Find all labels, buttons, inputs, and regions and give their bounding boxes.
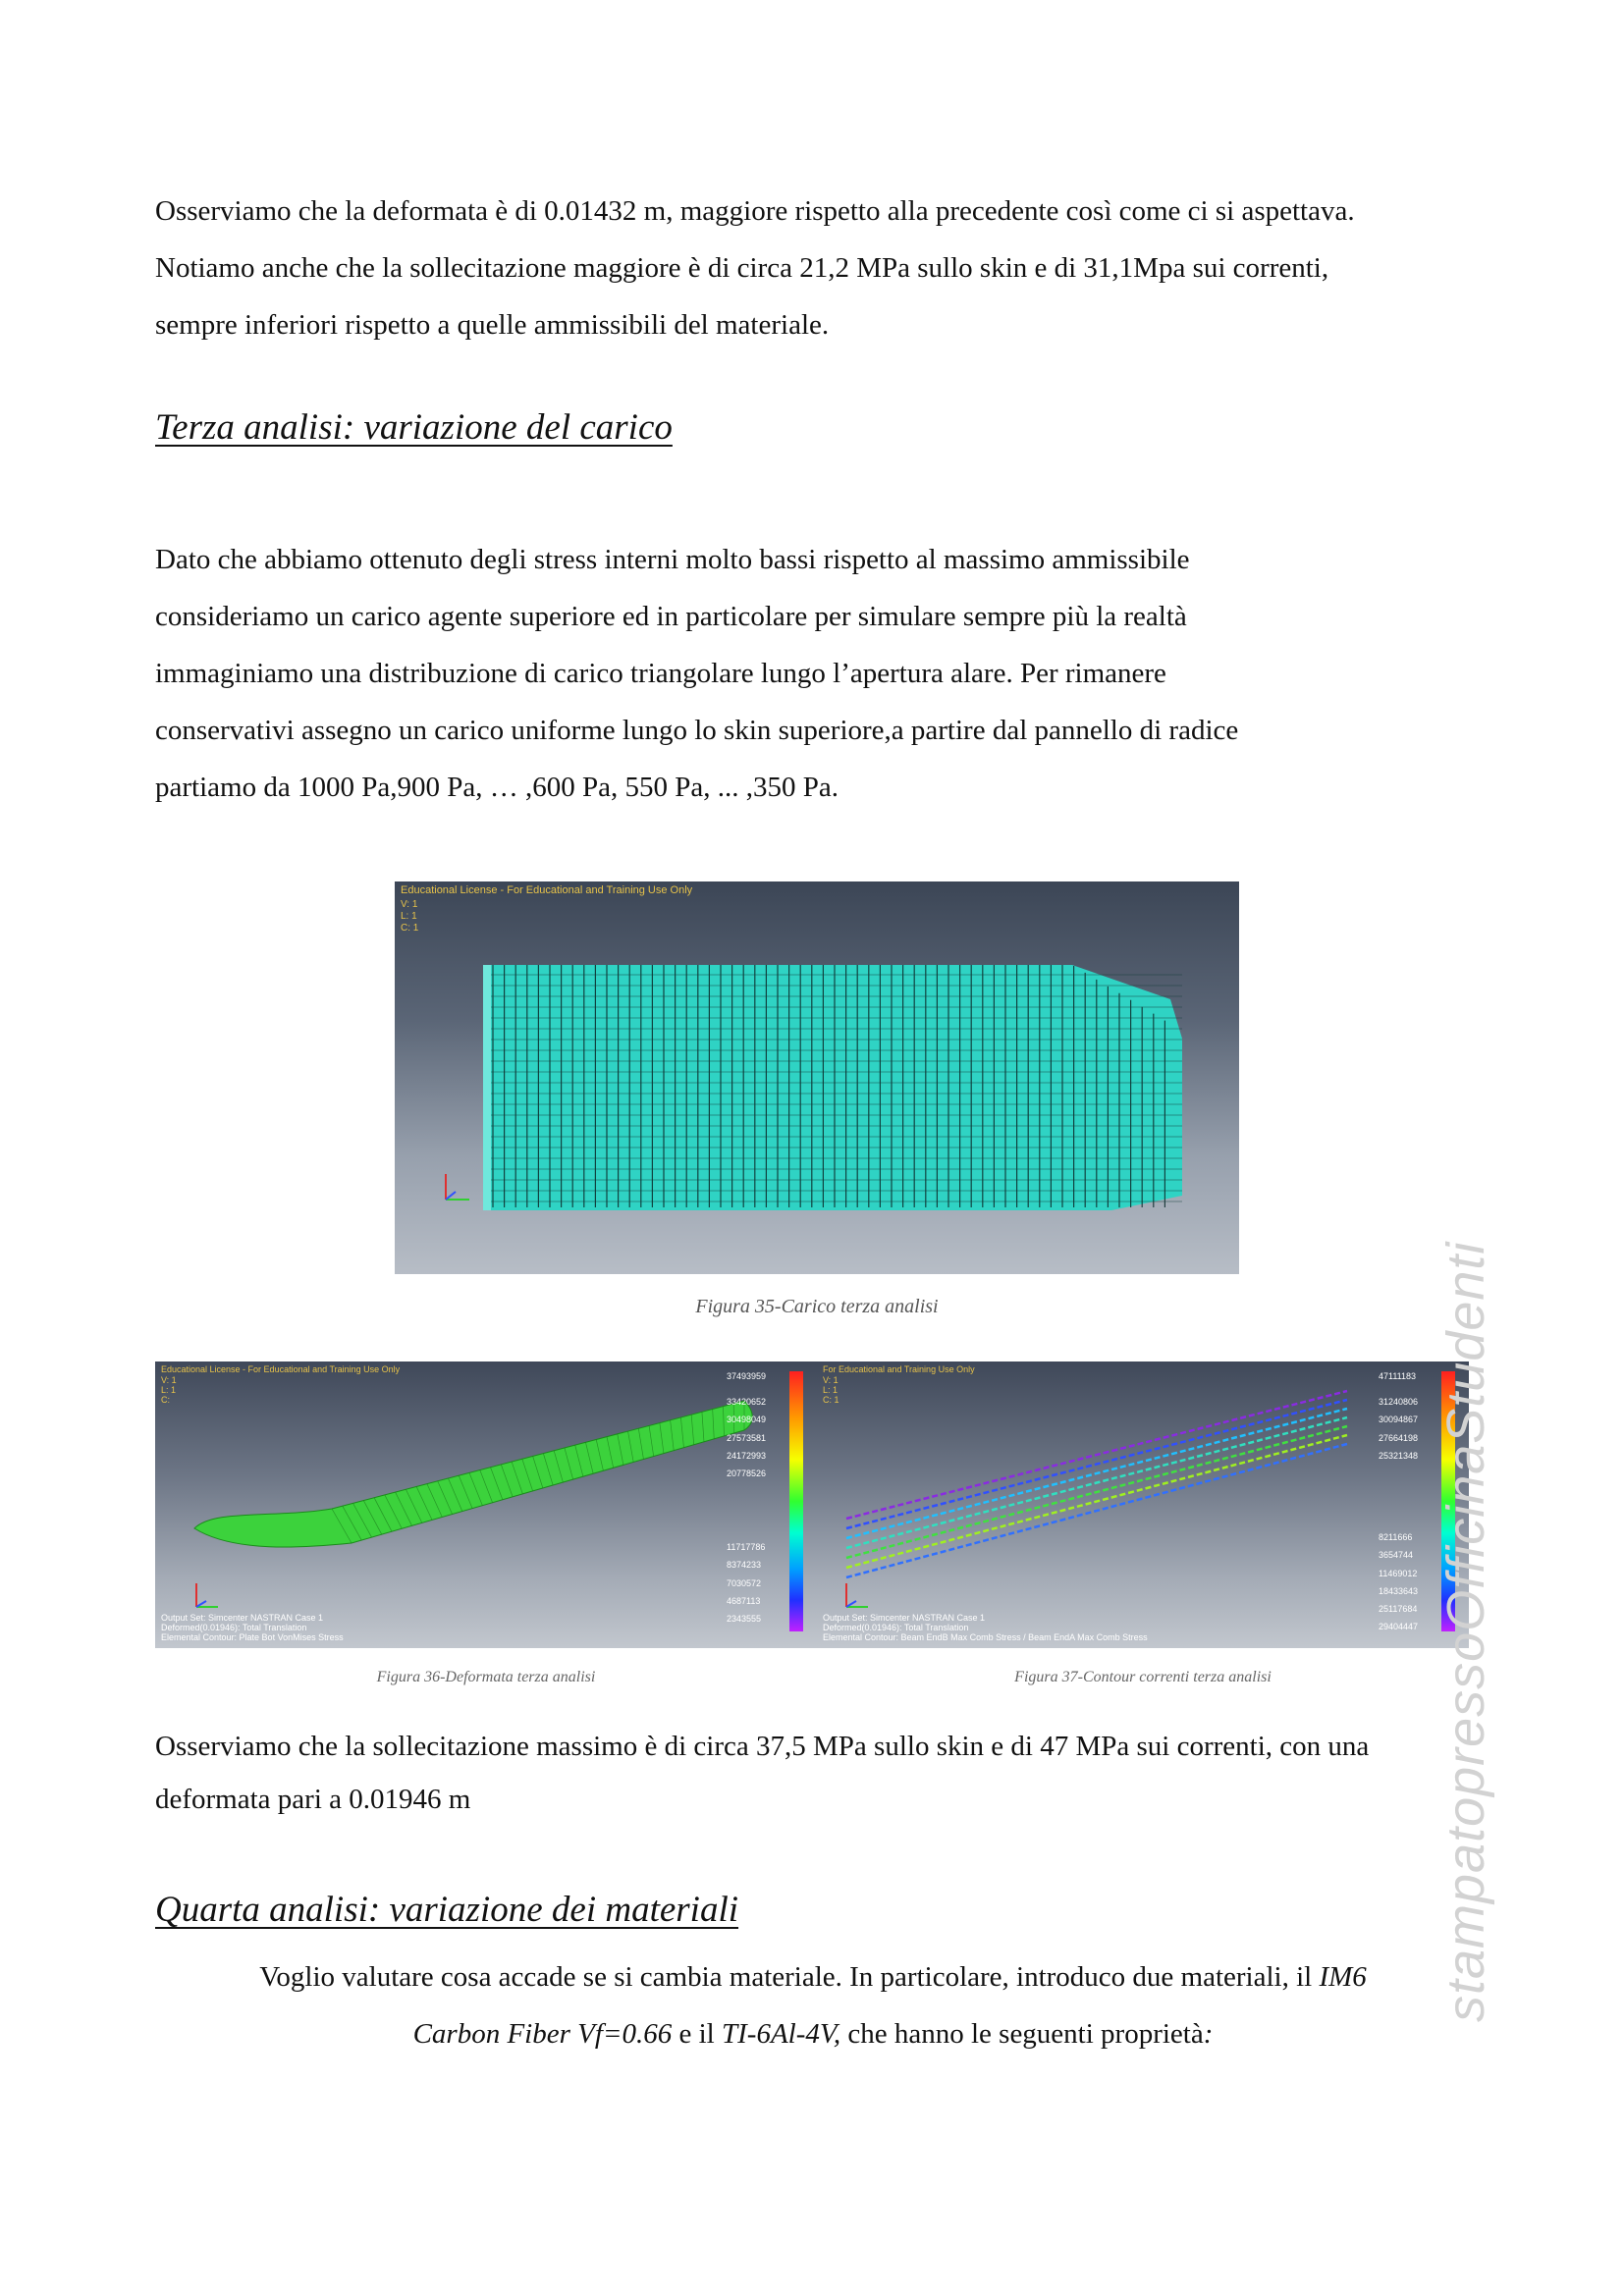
text-span: e il (672, 2018, 722, 2050)
scale-value: 25321348 (1379, 1450, 1419, 1461)
paragraph-materials (155, 1949, 1471, 2062)
footer-line: Elemental Contour: Plate Bot VonMises Stress (161, 1632, 344, 1642)
license-banner: Educational License - For Educational and Training Use Only (161, 1364, 401, 1374)
color-scale-labels (1379, 1371, 1435, 1631)
output-set-info (823, 1613, 1148, 1642)
wing-load-mesh (483, 940, 1182, 1235)
scale-value: 27664198 (1379, 1432, 1419, 1443)
material-name: IM6 (1319, 1961, 1367, 1993)
text-line: Osserviamo che la sollecitazione massimo è di circa 37,5 MPa sullo skin e di 47 MPa sui correnti, con una (155, 1731, 1370, 1762)
axis-triad-icon (839, 1575, 878, 1615)
scale-value: 37493959 (727, 1371, 767, 1381)
view-labels (161, 1375, 177, 1405)
scale-value: 4687113 (727, 1595, 761, 1606)
scale-value: 27573581 (727, 1432, 767, 1443)
scale-value: 33420652 (727, 1397, 767, 1408)
text-line: partiamo da 1000 Pa,900 Pa, … ,600 Pa, 550 Pa, ... ,350 Pa. (155, 772, 839, 803)
view-label: L: 1 (823, 1385, 839, 1395)
watermark: stampatopressoOfficinaStudenti (1436, 1241, 1495, 2022)
text-line (155, 2005, 1471, 2062)
view-label: V: 1 (823, 1375, 839, 1385)
scale-value: 18433643 (1379, 1585, 1419, 1596)
figure-load-mesh-screenshot (395, 881, 1239, 1274)
license-banner: For Educational and Training Use Only (823, 1364, 975, 1374)
text-span: Voglio valutare cosa accade se si cambia materiale. In particolare, introduco due materiali, il (259, 1961, 1320, 1993)
text-span: : (1203, 2018, 1214, 2050)
text-line: Osserviamo che la deformata è di 0.01432 m, maggiore rispetto alla precedente così come ci si aspettava. (155, 195, 1355, 227)
view-labels (401, 899, 418, 934)
footer-line: Output Set: Simcenter NASTRAN Case 1 (161, 1613, 324, 1623)
footer-line: Deformed(0.01946): Total Translation (823, 1623, 969, 1632)
material-name: Carbon Fiber Vf=0.66 (412, 2018, 673, 2050)
text-line (155, 1949, 1471, 2005)
text-line: deformata pari a 0.01946 m (155, 1784, 471, 1815)
section-heading-quarta-analisi: Quarta analisi: variazione dei materiali (155, 1890, 739, 1930)
figure-36-caption: Figura 36-Deformata terza analisi (376, 1669, 596, 1685)
footer-line: Output Set: Simcenter NASTRAN Case 1 (823, 1613, 986, 1623)
text-line: sempre inferiori rispetto a quelle ammissibili del materiale. (155, 309, 830, 341)
text-line: consideriamo un carico agente superiore ed in particolare per simulare sempre più la realtà (155, 601, 1187, 632)
stress-color-scale (789, 1371, 803, 1631)
footer-line: Elemental Contour: Beam EndB Max Comb Stress / Beam EndA Max Comb Stress (823, 1632, 1148, 1642)
scale-value: 2343555 (727, 1613, 762, 1624)
scale-value: 31240806 (1379, 1397, 1419, 1408)
scale-value: 11469012 (1379, 1568, 1418, 1578)
paragraph-deformation-results (155, 183, 1471, 353)
axis-triad-icon (438, 1168, 477, 1207)
text-line: immaginiamo una distribuzione di carico triangolare lungo l’apertura alare. Per rimanere (155, 658, 1166, 689)
view-label: L: 1 (161, 1385, 177, 1395)
text-span: che hanno le seguenti proprietà (840, 2018, 1204, 2050)
scale-value: 30094867 (1379, 1415, 1419, 1425)
stringer-contour-render (817, 1362, 1469, 1648)
scale-value: 20778526 (727, 1468, 767, 1478)
footer-line: Deformed(0.01946): Total Translation (161, 1623, 307, 1632)
figure-37-caption: Figura 37-Contour correnti terza analisi (1014, 1669, 1272, 1685)
deformed-wing-render (155, 1362, 817, 1648)
view-label: C: 1 (401, 923, 419, 934)
text-line: conservativi assegno un carico uniforme lungo lo skin superiore,a partire dal pannello di radice (155, 715, 1239, 746)
material-name: TI-6Al-4V, (722, 2018, 841, 2050)
scale-value: 25117684 (1379, 1603, 1418, 1614)
view-label: L: 1 (401, 911, 417, 922)
scale-value: 30498049 (727, 1415, 767, 1425)
scale-value: 24172993 (727, 1450, 767, 1461)
scale-value: 47111183 (1379, 1371, 1417, 1381)
view-labels (823, 1375, 839, 1405)
color-scale-labels (727, 1371, 784, 1631)
view-label: C: 1 (823, 1395, 839, 1405)
figure-deformed-screenshot (155, 1362, 817, 1648)
figure-35-caption: Figura 35-Carico terza analisi (695, 1296, 939, 1317)
scale-value: 8374233 (727, 1560, 762, 1571)
figure-stringer-contour-screenshot (817, 1362, 1469, 1648)
paragraph-load-description (155, 531, 1471, 816)
view-label: V: 1 (161, 1375, 177, 1385)
scale-value: 7030572 (727, 1577, 762, 1588)
scale-value: 8211666 (1379, 1532, 1413, 1543)
scale-value: 29404447 (1379, 1621, 1419, 1631)
text-line: Notiamo anche che la sollecitazione maggiore è di circa 21,2 MPa sullo skin e di 31,1Mpa sui correnti, (155, 252, 1329, 284)
scale-value: 3654744 (1379, 1550, 1414, 1561)
paragraph-max-stress (155, 1720, 1471, 1826)
view-label: C: (161, 1395, 170, 1405)
output-set-info (161, 1613, 344, 1642)
view-label: V: 1 (401, 899, 418, 910)
license-banner: Educational License - For Educational and Training Use Only (401, 884, 693, 896)
section-heading-terza-analisi: Terza analisi: variazione del carico (155, 407, 673, 448)
scale-value: 11717786 (727, 1542, 766, 1553)
axis-triad-icon (189, 1575, 228, 1615)
text-line: Dato che abbiamo ottenuto degli stress interni molto bassi rispetto al massimo ammissibile (155, 544, 1190, 575)
